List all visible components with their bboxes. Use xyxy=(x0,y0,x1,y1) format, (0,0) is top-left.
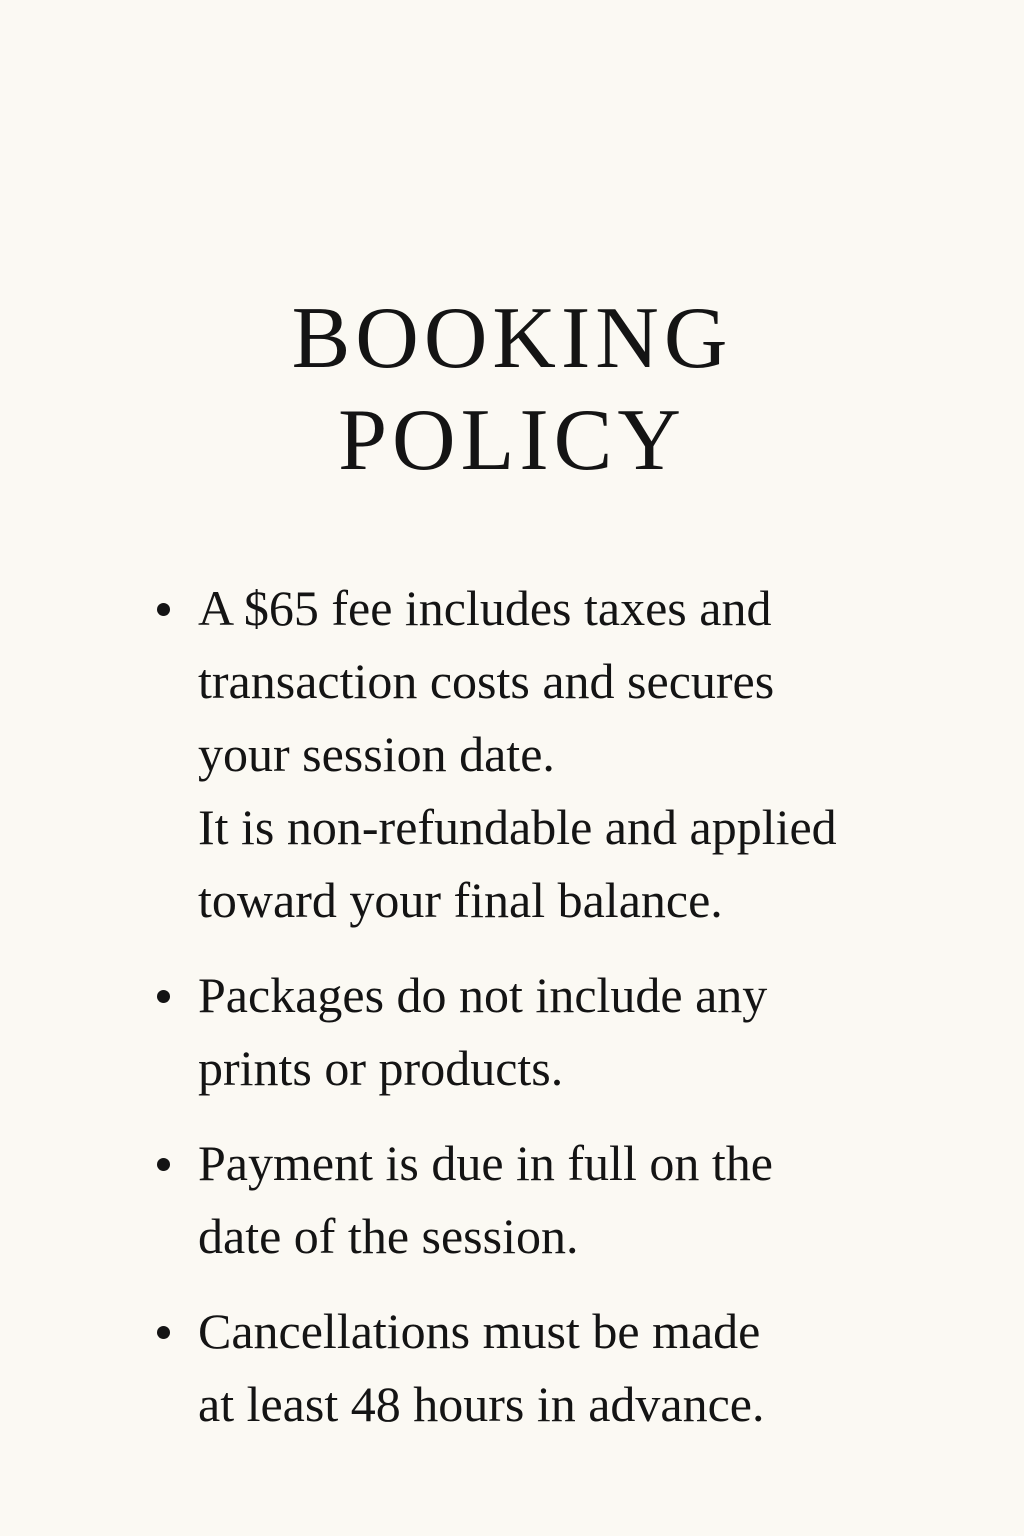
policy-text-line: transaction costs and secures xyxy=(198,653,775,709)
page-title xyxy=(0,288,1024,492)
policy-text-line: date of the session. xyxy=(198,1208,579,1264)
policy-text-line: prints or products. xyxy=(198,1040,564,1096)
policy-text-line: toward your final balance. xyxy=(198,872,723,928)
policy-item-payment xyxy=(0,1127,1024,1273)
policy-list xyxy=(0,572,1024,1441)
title-line-policy: POLICY xyxy=(338,392,686,489)
policy-text-line: It is non-refundable and applied xyxy=(198,799,837,855)
bullet-icon xyxy=(157,1158,170,1171)
policy-text-line: A $65 fee includes taxes and xyxy=(198,580,772,636)
policy-item-cancellations xyxy=(0,1295,1024,1441)
policy-item-deposit xyxy=(0,572,1024,937)
bullet-icon xyxy=(157,1326,170,1339)
title-line-booking: BOOKING xyxy=(291,290,733,387)
policy-text-line: Packages do not include any xyxy=(198,967,768,1023)
policy-item-packages xyxy=(0,959,1024,1105)
policy-text-line: Cancellations must be made xyxy=(198,1303,761,1359)
bullet-icon xyxy=(157,603,170,616)
policy-text-line: at least 48 hours in advance. xyxy=(198,1376,765,1432)
policy-text-line: your session date. xyxy=(198,726,555,782)
bullet-icon xyxy=(157,990,170,1003)
policy-text-line: Payment is due in full on the xyxy=(198,1135,773,1191)
